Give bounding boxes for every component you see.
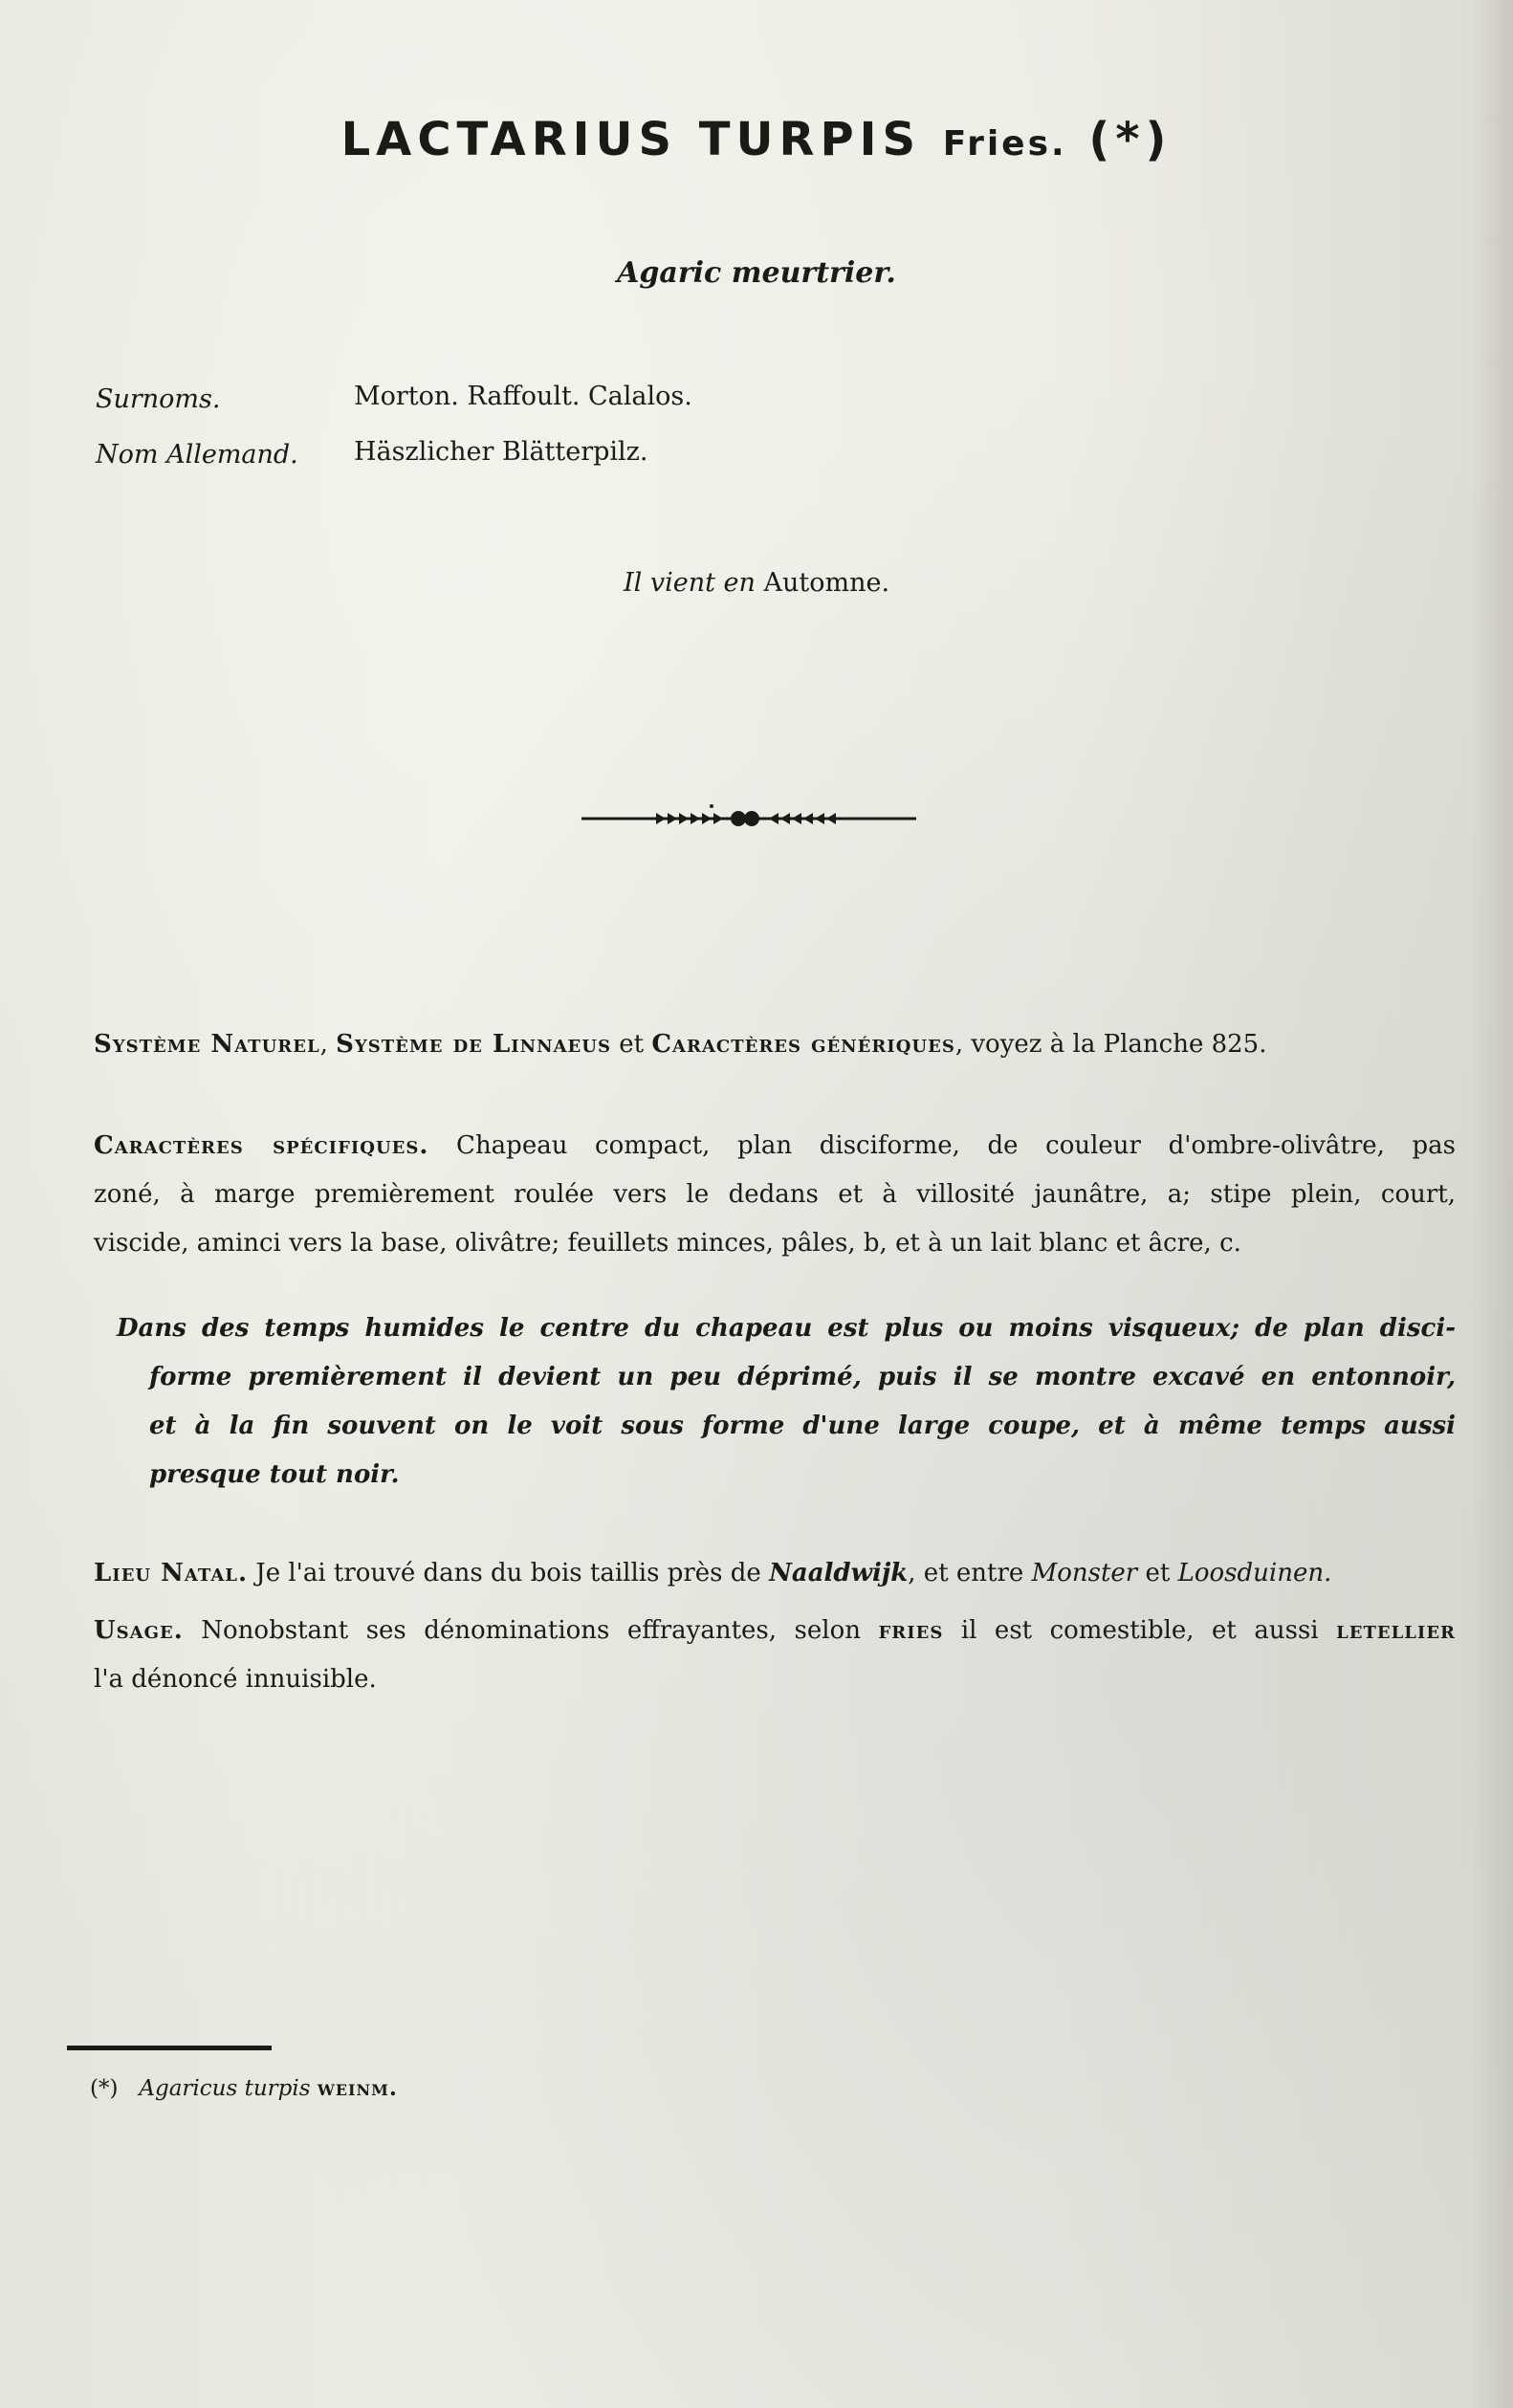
- paragraph-line: l'a dénoncé innuisible.: [94, 1665, 377, 1694]
- text-run: Chapeau compact, plan disciforme, de couleur d'ombre-olivâtre, pas: [456, 1131, 1457, 1160]
- term-systeme-linnaeus: Système de Linnaeus: [336, 1030, 611, 1059]
- paragraph-line: presque tout noir.: [149, 1460, 400, 1489]
- footnote-text: Agaricus turpis: [139, 2076, 311, 2101]
- footnote-author: weinm.: [317, 2075, 398, 2101]
- author-reference: letellier: [1336, 1616, 1456, 1645]
- german-name-value: Häszlicher Blätterpilz.: [354, 437, 648, 467]
- season-italic: Il vient en: [623, 568, 756, 598]
- specific-characters-paragraph: [94, 1122, 1456, 1268]
- place-name: Monster: [1031, 1559, 1138, 1587]
- german-name-label: Nom Allemand.: [96, 440, 298, 470]
- season-value: Automne.: [763, 568, 890, 598]
- page-title: [0, 113, 1513, 166]
- system-paragraph: [94, 1020, 1456, 1069]
- humid-paragraph: [117, 1304, 1456, 1500]
- text-run: , voyez à la Planche 825.: [954, 1030, 1267, 1059]
- footnote-mark: (*): [90, 2076, 119, 2101]
- text-run: Nonobstant ses dénominations effrayantes, selon: [183, 1616, 879, 1645]
- season-line: [0, 568, 1513, 598]
- term-systeme-naturel: Système Naturel: [94, 1030, 320, 1059]
- author-name: Fries.: [942, 124, 1067, 164]
- paragraph-line: [94, 1607, 1456, 1655]
- page-gutter-shadow: [1471, 0, 1513, 2408]
- common-name: Agaric meurtrier.: [617, 256, 896, 290]
- term-caracteres-generiques: Caractères génériques: [651, 1030, 955, 1059]
- footnote-rule: [67, 2046, 272, 2050]
- paragraph-line: zoné, à marge premièrement roulée vers le dedans et à villosité jaunâtre, a; stipe plein, court,: [94, 1180, 1456, 1209]
- decorative-rule-ornament-icon: [581, 801, 916, 834]
- surnoms-value: Morton. Raffoult. Calalos.: [354, 382, 692, 411]
- usage-paragraph: [94, 1607, 1456, 1704]
- note-mark: (*): [1088, 113, 1173, 166]
- place-name: Naaldwijk: [769, 1559, 909, 1587]
- section-heading: Usage.: [94, 1616, 184, 1645]
- footnote: [90, 2075, 398, 2101]
- species-name: LACTARIUS TURPIS: [340, 113, 922, 166]
- text-run: et: [610, 1030, 652, 1059]
- paragraph-line: [94, 1122, 1456, 1171]
- text-run: ,: [319, 1030, 337, 1059]
- section-heading: Caractères spécifiques.: [94, 1131, 429, 1160]
- lieu-natal-paragraph: [94, 1549, 1456, 1598]
- author-reference: fries: [878, 1616, 944, 1645]
- text-run: Je l'ai trouvé dans du bois taillis près de: [248, 1559, 770, 1587]
- paragraph-line: forme premièrement il devient un peu déprimé, puis il se montre excavé en entonnoir,: [149, 1363, 1456, 1391]
- surnoms-label: Surnoms.: [96, 384, 221, 414]
- text-run: et: [1137, 1559, 1178, 1587]
- section-heading: Lieu Natal.: [94, 1559, 249, 1587]
- paragraph-line: Dans des temps humides le centre du chapeau est plus ou moins visqueux; de plan disci-: [117, 1314, 1456, 1343]
- paragraph-line: et à la fin souvent on le voit sous forme d'une large coupe, et à même temps aussi: [149, 1412, 1456, 1440]
- text-run: , et entre: [908, 1559, 1032, 1587]
- text-run: il est comestible, et aussi: [943, 1616, 1337, 1645]
- paragraph-line: viscide, aminci vers la base, olivâtre; feuillets minces, pâles, b, et à un lait blanc et âcre, c.: [94, 1229, 1241, 1258]
- place-name: Loosduinen.: [1177, 1559, 1332, 1587]
